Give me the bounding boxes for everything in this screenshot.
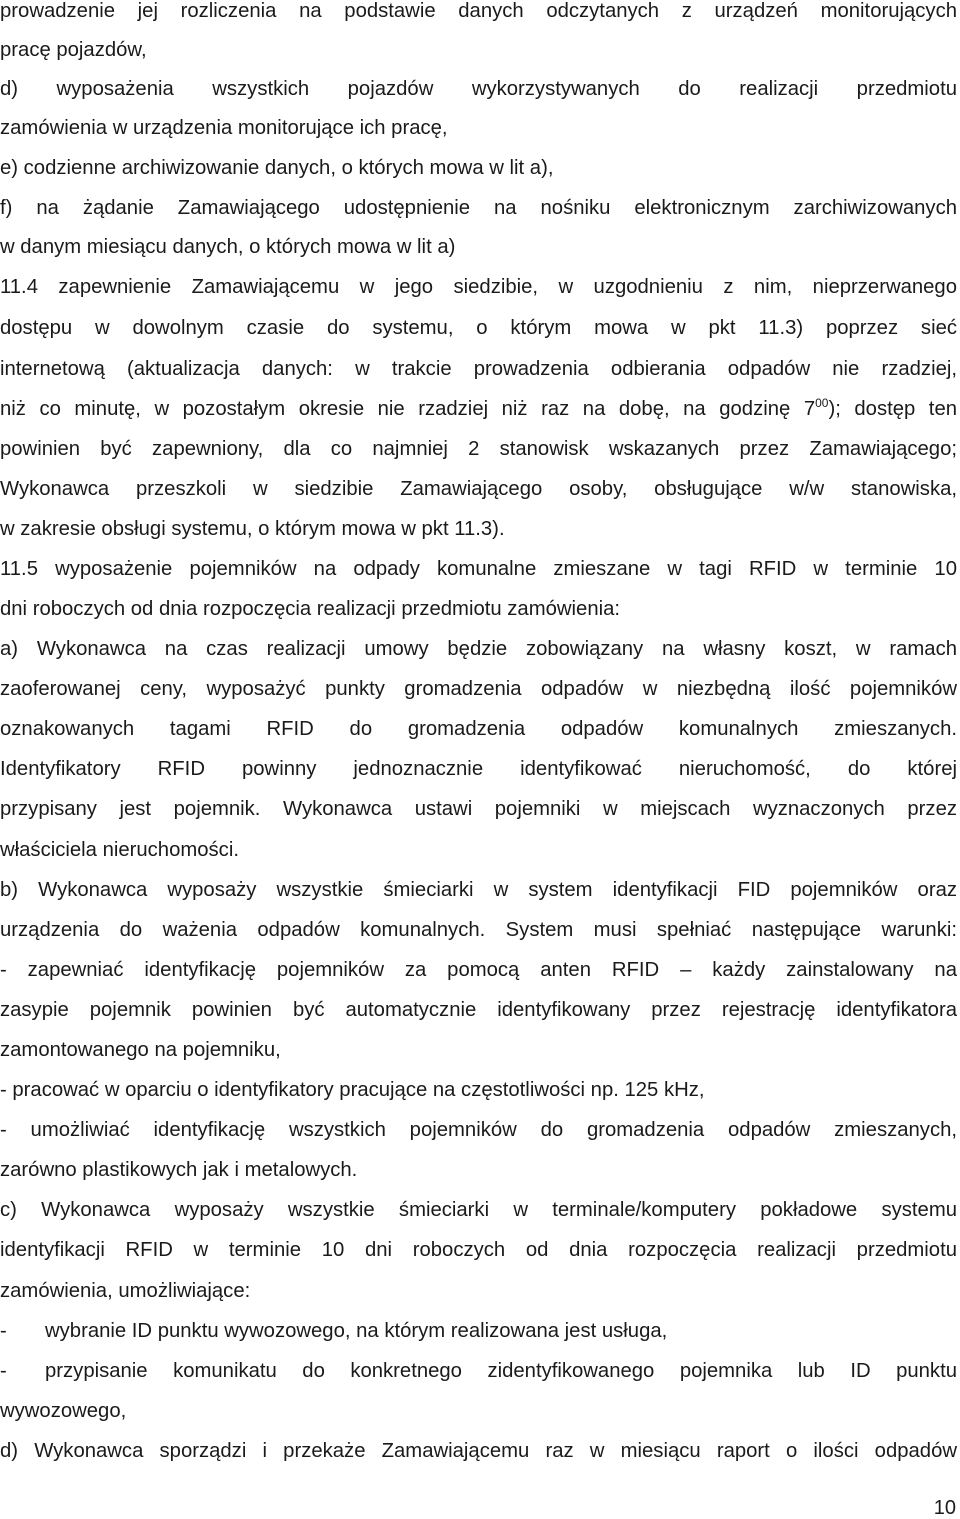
- text-line: zasypie pojemnik powinien być automatycznie identyfikowany przez rejestrację identyfikatora: [0, 999, 957, 1021]
- text-line: zarówno plastikowych jak i metalowych.: [0, 1159, 358, 1181]
- text-line: d) Wykonawca sporządzi i przekaże Zamawiającemu raz w miesiącu raport o ilości odpadów: [0, 1440, 957, 1462]
- list-dash: -: [0, 1360, 7, 1382]
- text-line: identyfikacji RFID w terminie 10 dni roboczych od dnia rozpoczęcia realizacji przedmiotu: [0, 1239, 957, 1261]
- text-line: - zapewniać identyfikację pojemników za pomocą anten RFID – każdy zainstalowany na: [0, 959, 957, 981]
- text-line: zamówienia, umożliwiające:: [0, 1280, 251, 1302]
- text-line: wywozowego,: [0, 1400, 127, 1422]
- text-run: ); dostęp ten: [828, 398, 958, 420]
- list-item: wybranie ID punktu wywozowego, na którym realizowana jest usługa,: [45, 1320, 668, 1342]
- text-line: zamontowanego na pojemniku,: [0, 1039, 281, 1061]
- text-line: c) Wykonawca wyposaży wszystkie śmieciarki w terminale/komputery pokładowe systemu: [0, 1199, 957, 1221]
- text-run: niż co minutę, w pozostałym okresie nie rzadziej niż raz na dobę, na godzinę 7: [0, 398, 816, 420]
- text-line: oznakowanych tagami RFID do gromadzenia odpadów komunalnych zmieszanych.: [0, 718, 957, 740]
- text-line: urządzenia do ważenia odpadów komunalnych. System musi spełniać następujące warunki:: [0, 919, 957, 941]
- text-line: d) wyposażenia wszystkich pojazdów wykorzystywanych do realizacji przedmiotu: [0, 78, 957, 100]
- page-number: 10: [933, 1497, 956, 1519]
- text-line: - pracować w oparciu o identyfikatory pracujące na częstotliwości np. 125 kHz,: [0, 1079, 705, 1101]
- text-line: 11.5 wyposażenie pojemników na odpady komunalne zmieszane w tagi RFID w terminie 10: [0, 558, 957, 580]
- text-line: internetową (aktualizacja danych: w trakcie prowadzenia odbierania odpadów nie rzadziej,: [0, 358, 957, 380]
- text-line: - umożliwiać identyfikację wszystkich pojemników do gromadzenia odpadów zmieszanych,: [0, 1119, 957, 1141]
- text-line: w zakresie obsługi systemu, o którym mowa w pkt 11.3).: [0, 518, 505, 540]
- superscript: 00: [815, 396, 829, 410]
- text-line: przypisany jest pojemnik. Wykonawca ustawi pojemniki w miejscach wyznaczonych przez: [0, 798, 957, 820]
- text-line: pracę pojazdów,: [0, 39, 147, 61]
- text-line: właściciela nieruchomości.: [0, 839, 239, 861]
- list-item: przypisanie komunikatu do konkretnego zidentyfikowanego pojemnika lub ID punktu: [45, 1360, 957, 1382]
- text-line: a) Wykonawca na czas realizacji umowy będzie zobowiązany na własny koszt, w ramach: [0, 638, 957, 660]
- text-line: e) codzienne archiwizowanie danych, o których mowa w lit a),: [0, 157, 554, 179]
- text-line: powinien być zapewniony, dla co najmniej 2 stanowisk wskazanych przez Zamawiającego;: [0, 438, 957, 460]
- text-line: zamówienia w urządzenia monitorujące ich pracę,: [0, 117, 448, 139]
- text-line: prowadzenie jej rozliczenia na podstawie danych odczytanych z urządzeń monitorujących: [0, 0, 957, 22]
- text-line: 11.4 zapewnienie Zamawiającemu w jego siedzibie, w uzgodnieniu z nim, nieprzerwanego: [0, 276, 957, 298]
- text-line: [0, 395, 957, 423]
- text-line: Wykonawca przeszkoli w siedzibie Zamawiającego osoby, obsługujące w/w stanowiska,: [0, 478, 957, 500]
- text-line: zaoferowanej ceny, wyposażyć punkty gromadzenia odpadów w niezbędną ilość pojemników: [0, 678, 957, 700]
- text-line: f) na żądanie Zamawiającego udostępnienie na nośniku elektronicznym zarchiwizowanych: [0, 197, 957, 219]
- list-dash: -: [0, 1320, 7, 1342]
- text-line: dostępu w dowolnym czasie do systemu, o którym mowa w pkt 11.3) poprzez sieć: [0, 317, 957, 339]
- text-line: b) Wykonawca wyposaży wszystkie śmieciarki w system identyfikacji FID pojemników oraz: [0, 879, 957, 901]
- text-line: Identyfikatory RFID powinny jednoznacznie identyfikować nieruchomość, do której: [0, 758, 957, 780]
- text-line: w danym miesiącu danych, o których mowa w lit a): [0, 236, 456, 258]
- text-line: dni roboczych od dnia rozpoczęcia realizacji przedmiotu zamówienia:: [0, 598, 621, 620]
